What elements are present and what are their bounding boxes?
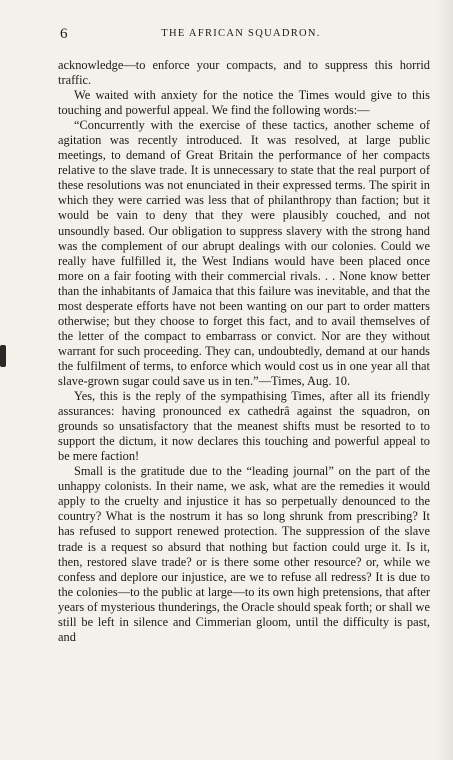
quoted-paragraph: “Concurrently with the exercise of these tactics, another scheme of agitation was recently introduced. It was resolved, at large public meetings, to demand of Great Britain the performance of her compacts relative to the slave trade. It is unnecessary to state that the real purport of these resolutions was not enunciated in their expressed terms. The spirit in which they were carried was less that of philanthropy than faction; but it would be vain to deny that they were plausibly couched, and not unsoundly based. Our obligation to suppress slavery with the strong hand was the complement of our abrupt dealings with our colonies. Could we really have fulfilled it, the West Indians would have been placed once more on a fair footing with their commercial rivals. . . None know better than the inhabitants of Jamaica that this failure was inevitable, and that the most desperate efforts have not been wanting on our part to order matters otherwise; but they choose to forget this fact, and to avail themselves of the letter of the compact to embarrass or convict. Nor are they without warrant for such proceeding. They can, undoubtedly, demand at our hands the fulfilment of terms, to enforce which would cost us in one year all that slave-grown sugar could save us in ten.”—Times, Aug. 10. — [58, 118, 430, 388]
page-number: 6 — [60, 26, 68, 42]
paragraph: acknowledge—to enforce your compacts, and to suppress this horrid traffic. — [58, 58, 430, 88]
running-title: THE AFRICAN SQUADRON. — [161, 28, 321, 39]
paragraph: We waited with anxiety for the notice the Times would give to this touching and powerful appeal. We find the following words:— — [58, 88, 430, 118]
paragraph: Yes, this is the reply of the sympathising Times, after all its friendly assurances: having pronounced ex cathedrâ against the squadron, on grounds so unsatisfactory that the meanest shifts must be resorted to to support the dictum, it now declares this touching and powerful appeal to be mere faction! — [58, 389, 430, 464]
page-edge-shadow — [435, 0, 453, 760]
paragraph: Small is the gratitude due to the “leading journal” on the part of the unhappy colonists. In their name, we ask, what are the remedies it would apply to the cruelty and injustice it has so perpetually denounced to the country? What is the nostrum it has so long shrunk from prescribing? It has refused to support renewed protection. The suppression of the slave trade is a request so absurd that nothing but faction could urge it. Is it, then, restored slave trade? or is there some other resource? or, while we confess and deplore our injustice, are we to refuse all redress? It is due to the colonies—to the public at large—to its own high pretensions, that after years of mysterious thunderings, the Oracle should speak forth; or shall we still be left in silence and Cimmerian gloom, until the difficulty is past, and — [58, 464, 430, 644]
body-text — [58, 58, 430, 645]
page-edge-mark — [0, 345, 6, 367]
page-header — [56, 26, 426, 42]
